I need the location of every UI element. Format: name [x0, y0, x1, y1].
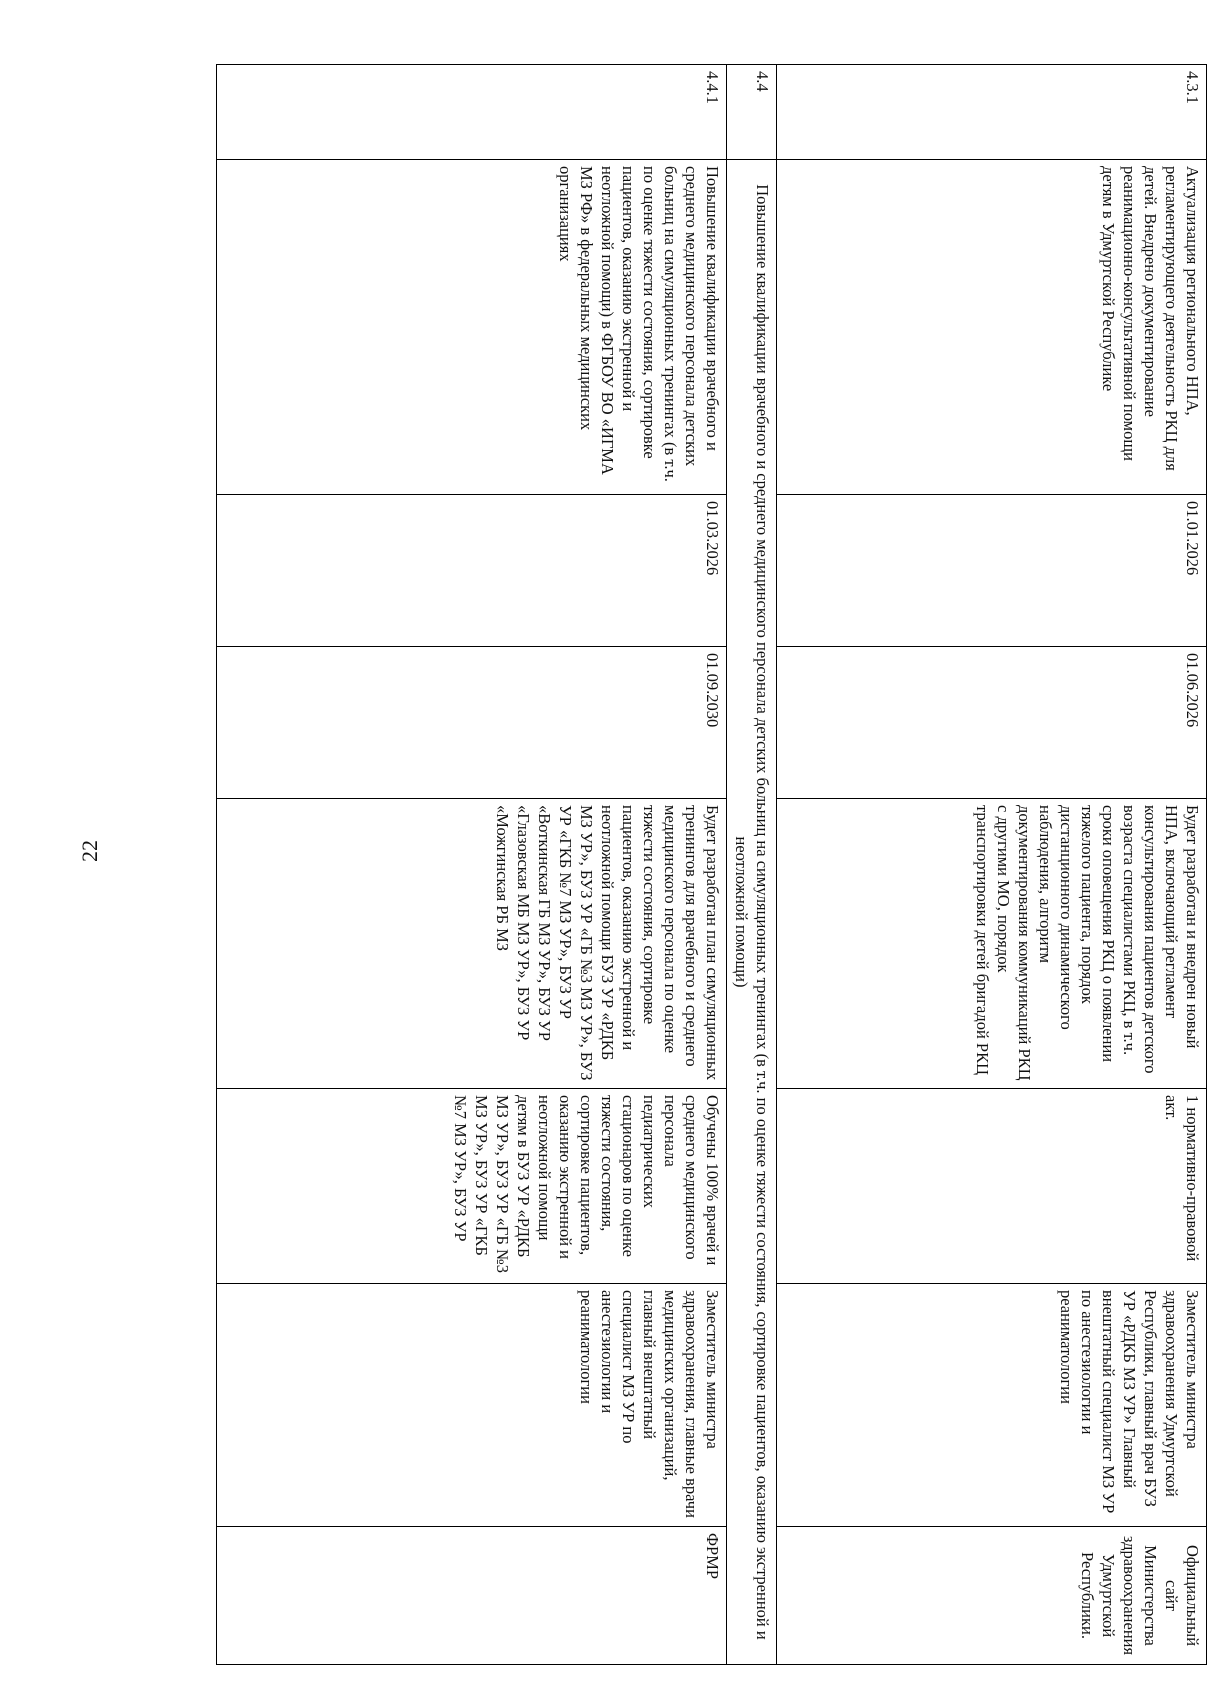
end-date-cell: 01.06.2026 [777, 647, 1207, 799]
start-date-cell: 01.01.2026 [777, 495, 1207, 647]
task-cell: Актуализация регионального НПА, регламентирующего деятельность РКЦ для детей. Внедрено документирование реанимационно-консультативной помощи детям в Удмуртской Республике [777, 160, 1207, 495]
section-row [727, 65, 777, 1665]
source-cell: Официальный сайт Министерства здравоохранения Удмуртской Республики. [777, 1527, 1207, 1665]
responsible-cell: Заместитель министра здравоохранения, главные врачи медицинских организаций, главный внештатный специалист МЗ УР по анестезиологии и реаниматологии [217, 1284, 727, 1527]
responsible-cell: Заместитель министра здравоохранения Удмуртской Республики, главный врач БУЗ УР «РДКБ МЗ УР» Главный внештатный специалист МЗ УР по анестезиологии и реаниматологии [777, 1284, 1207, 1527]
row-number: 4.3.1 [777, 65, 1207, 160]
row-number: 4.4.1 [217, 65, 727, 160]
section-title: Повышение квалификации врачебного и среднего медицинского персонала детских больниц на симуляционных тренингах (в т.ч. по оценке тяжести состояния, сортировке пациентов, оказанию экстренной и неотложной помощи) [727, 160, 777, 1665]
plan-table [216, 64, 1207, 1665]
table-row [217, 65, 727, 1665]
end-date-cell: 01.09.2030 [217, 647, 727, 799]
task-cell: Повышение квалификации врачебного и среднего медицинского персонала детских больниц на симуляционных тренингах (в т.ч. по оценке тяжести состояния, сортировке пациентов, оказанию экстренной и неотложной помощи) в ФГБОУ ВО «ИГМА МЗ РФ» в федеральных медицинских организациях [217, 160, 727, 495]
page-number: 22 [77, 840, 102, 862]
result-cell: 1 нормативно-правовой акт. [777, 1089, 1207, 1284]
description-cell: Будет разработан и внедрен новый НПА, включающий регламент консультирования пациентов детского возраста специалистами РКЦ, в т.ч. сроки оповещения РКЦ о появлении тяжелого пациента, порядок дистанционного динамического наблюдения, алгоритм документирования коммуникаций РКЦ с другими МО, порядок транспортировки детей бригадой РКЦ [777, 799, 1207, 1089]
start-date-cell: 01.03.2026 [217, 495, 727, 647]
document-page [147, 64, 1207, 1664]
result-cell: Обучены 100% врачей и среднего медицинского персонала педиатрических стационаров по оценке тяжести состояния, сортировке пациентов, оказанию экстренной и неотложной помощи детям в БУЗ УР «РДКБ МЗ УР», БУЗ УР «ГБ №3 МЗ УР», БУЗ УР «ГКБ №7 МЗ УР», БУЗ УР [217, 1089, 727, 1284]
section-number: 4.4 [727, 65, 777, 160]
description-cell: Будет разработан план симуляционных тренингов для врачебного и среднего медицинского персонала по оценке тяжести состояния, сортировке пациентов, оказанию экстренной и неотложной помощи БУЗ УР «РДКБ МЗ УР», БУЗ УР «ГБ №3 МЗ УР», БУЗ УР «ГКБ №7 МЗ УР», БУЗ УР «Воткинская ГБ МЗ УР», БУЗ УР «Глазовская МБ МЗ УР», БУЗ УР «Можгинская РБ МЗ [217, 799, 727, 1089]
source-cell: ФРМР [217, 1527, 727, 1665]
table-row [777, 65, 1207, 1665]
